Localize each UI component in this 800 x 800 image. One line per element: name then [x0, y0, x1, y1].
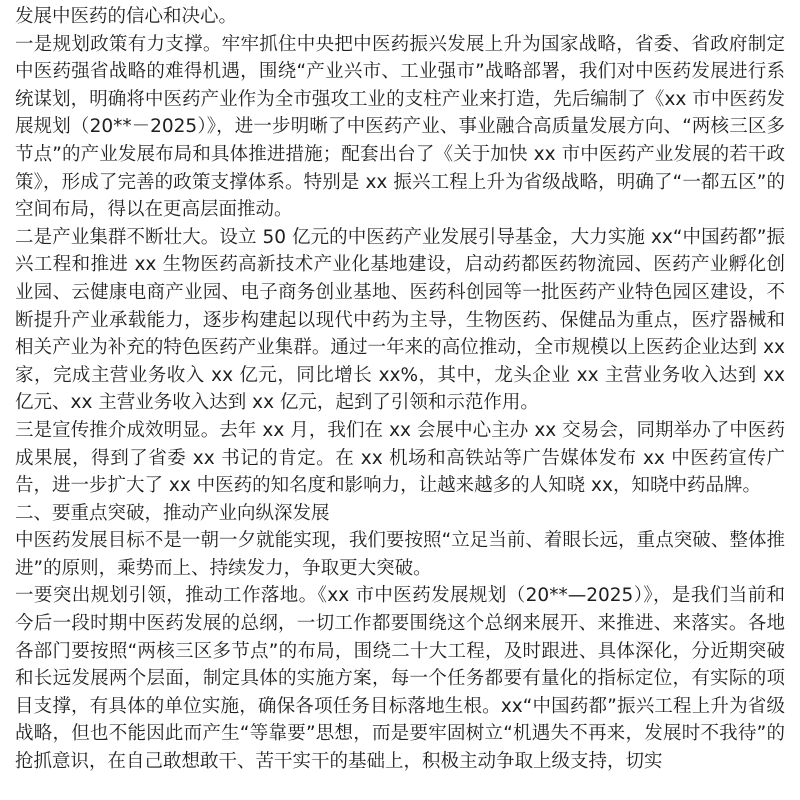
document-body — [15, 3, 785, 776]
paragraph-planning-guidance: 一要突出规划引领，推动工作落地。《xx 市中医药发展规划（20**—2025）》，是我们当前和今后一段时期中医药发展的总纲，一切工作都要围绕这个总纲来展开、来推进、来落实。各地各部门要按照“两核三区多节点”的布局，围绕二十大工程，及时跟进、具体深化，分近期突破和长远发展两个层面，制定具体的实施方案，每一个任务都要有量化的指标定位，有实际的项目支撑，有具体的单位实施，确保各项任务目标落地生根。xx“中国药都”振兴工程上升为省级战略，但也不能因此而产生“等靠要”思想，而是要牢固树立“机遇失不再来，发展时不我待”的抢抓意识，在自己敢想敢干、苦干实干的基础上，积极主动争取上级支持，切实 — [15, 585, 785, 773]
section-heading-key-breakthrough: 二、要重点突破，推动产业向纵深发展 — [15, 502, 330, 524]
paragraph-development-goal: 中医药发展目标不是一朝一夕就能实现，我们要按照“立足当前、着眼长远，重点突破、整体推进”的原则，乘势而上、持续发力，争取更大突破。 — [15, 530, 785, 579]
paragraph-industry-cluster: 二是产业集群不断壮大。设立 50 亿元的中医药产业发展引导基金，大力实施 xx“中国药都”振兴工程和推进 xx 生物医药高新技术产业化基地建设，启动药都医药物流园、医药产业孵化创业园、云健康电商产业园、电子商务创业基地、医药科创园等一批医药产业特色园区建设，不断提升产业承载能力，逐步构建起以现代中药为主导，生物医药、保健品为重点，医疗器械和相关产业为补充的特色医药产业集群。通过一年来的高位推动，全市规模以上医药企业达到 xx 家，完成主营业务收入 xx 亿元，同比增长 xx%，其中，龙头企业 xx 主营业务收入达到 xx 亿元、xx 主营业务收入达到 xx 亿元，起到了引领和示范作用。 — [15, 226, 785, 414]
paragraph-continuation: 发展中医药的信心和决心。 — [15, 6, 238, 27]
paragraph-policy-support: 一是规划政策有力支撑。牢牢抓住中央把中医药振兴发展上升为国家战略，省委、省政府制定中医药强省战略的难得机遇，围绕“产业兴市、工业强市”战略部署，我们对中医药发展进行系统谋划，明确将中医药产业作为全市强攻工业的支柱产业来打造，先后编制了《xx 市中医药发展规划（20**－2025）》，进一步明晰了中医药产业、事业融合高质量发展方向、“两核三区多节点”的产业发展布局和具体推进措施；配套出台了《关于加快 xx 市中医药产业发展的若干政策》，形成了完善的政策支撑体系。特别是 xx 振兴工程上升为省级战略，明确了“一都五区”的空间布局，得以在更高层面推动。 — [15, 33, 785, 221]
paragraph-promotion: 三是宣传推介成效明显。去年 xx 月，我们在 xx 会展中心主办 xx 交易会，同期举办了中医药成果展，得到了省委 xx 书记的肯定。在 xx 机场和高铁站等广告媒体发布 xx 中医药宣传广告，进一步扩大了 xx 中医药的知名度和影响力，让越来越多的人知晓 xx，知晓中药品牌。 — [15, 419, 785, 497]
